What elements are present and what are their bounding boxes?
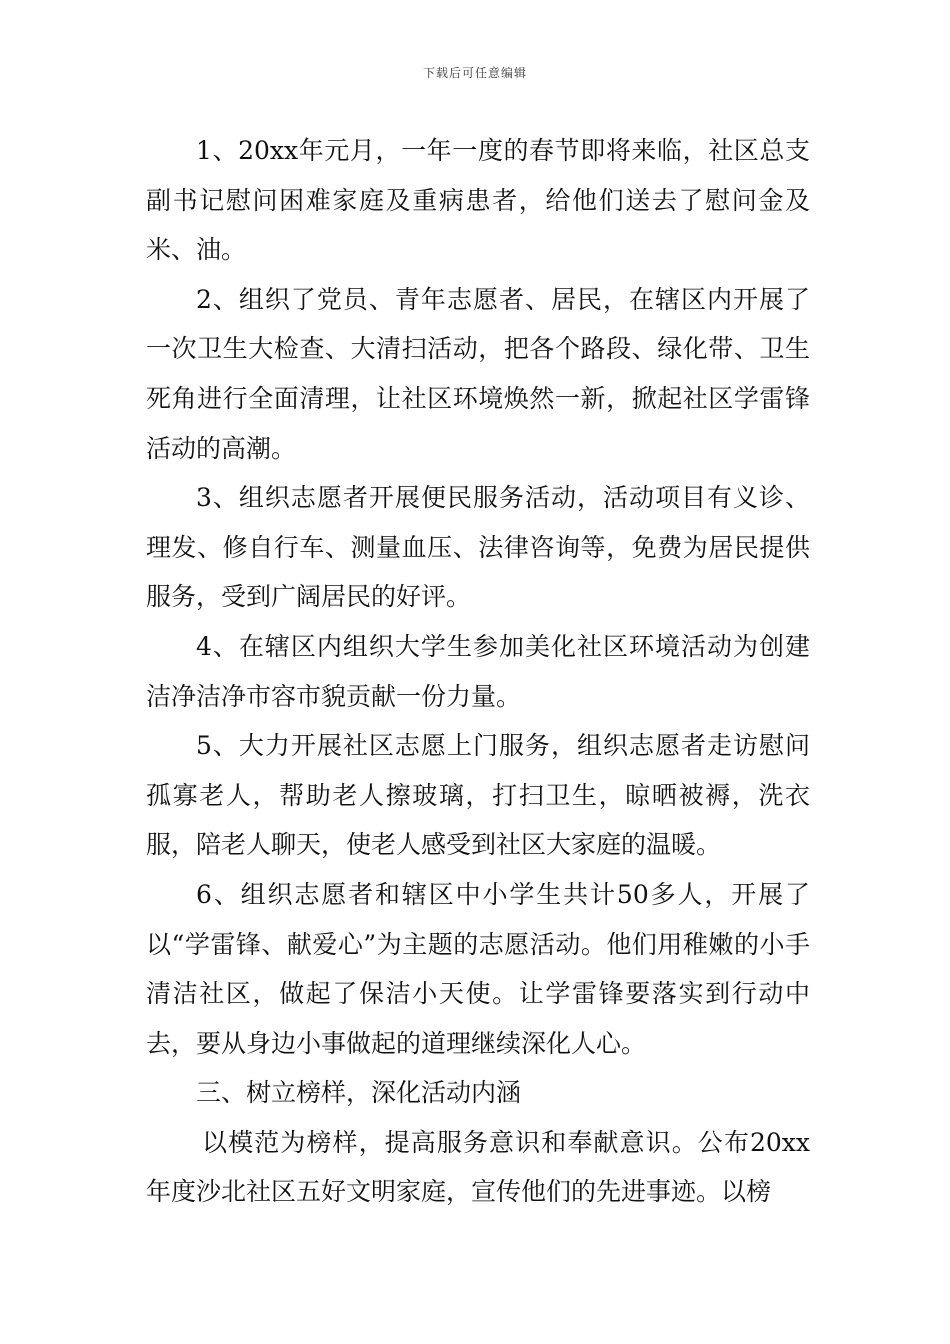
paragraph-item-6: 6、组织志愿者和辖区中小学生共计50多人，开展了以“学雷锋、献爱心”为主题的志愿活动。他们用稚嫩的小手清洁社区，做起了保洁小天使。让学雷锋要落实到行动中去，要从身边小事做起的道理继续深化人心。 xyxy=(146,879,810,1058)
paragraph-item-7: 以模范为榜样，提高服务意识和奉献意识。公布20xx年度沙北社区五好文明家庭，宣传他们的先进事迹。以榜 xyxy=(146,1127,810,1207)
paragraph-item-1: 1、20xx年元月，一年一度的春节即将来临，社区总支副书记慰问困难家庭及重病患者，给他们送去了慰问金及米、油。 xyxy=(146,136,810,265)
header-note: 下载后可任意编辑 xyxy=(422,66,527,80)
paragraph-item-2: 2、组织了党员、青年志愿者、居民，在辖区内开展了一次卫生大检查、大清扫活动，把各个路段、绿化带、卫生死角进行全面清理，让社区环境焕然一新，掀起社区学雷锋活动的高潮。 xyxy=(146,284,810,463)
paragraph-item-3: 3、组织志愿者开展便民服务活动，活动项目有义诊、理发、修自行车、测量血压、法律咨询等，免费为居民提供服务，受到广阔居民的好评。 xyxy=(146,483,810,612)
paragraph-item-4: 4、在辖区内组织大学生参加美化社区环境活动为创建洁净洁净市容市貌贡献一份力量。 xyxy=(146,631,810,711)
document-body xyxy=(146,126,810,1217)
paragraph-item-5: 5、大力开展社区志愿上门服务，组织志愿者走访慰问孤寡老人，帮助老人擦玻璃，打扫卫生，晾晒被褥，洗衣服，陪老人聊天，使老人感受到社区大家庭的温暖。 xyxy=(146,731,810,860)
section-heading: 三、树立榜样，深化活动内涵 xyxy=(196,1078,522,1108)
